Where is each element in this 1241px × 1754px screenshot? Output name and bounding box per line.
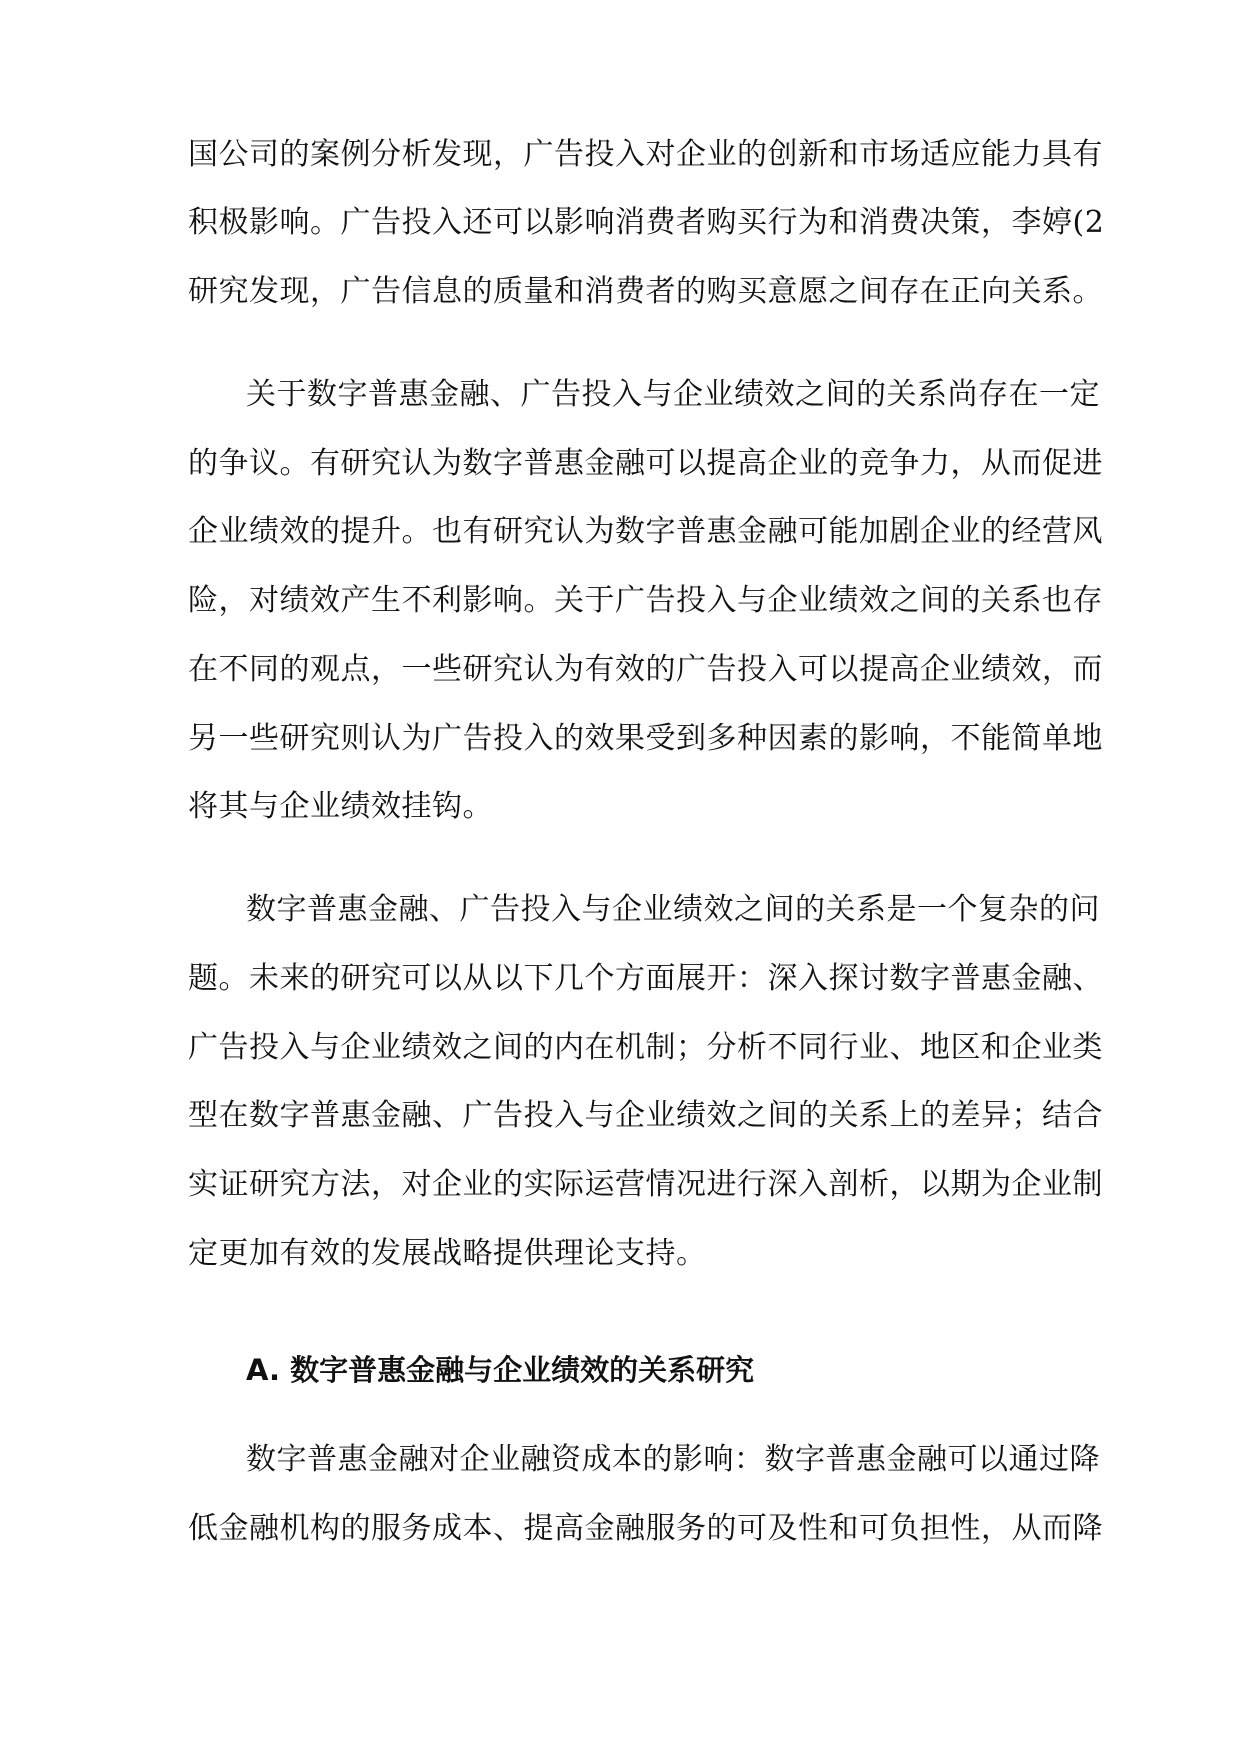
paragraph-line: 定更加有效的发展战略提供理论支持。 [188, 1236, 707, 1271]
paragraph-line: 关于数字普惠金融、广告投入与企业绩效之间的关系尚存在一定 [246, 377, 1100, 412]
paragraph-line: 国公司的案例分析发现，广告投入对企业的创新和市场适应能力具有 [188, 137, 1103, 172]
paragraph-line: 数字普惠金融、广告投入与企业绩效之间的关系是一个复杂的问 [246, 892, 1100, 927]
paragraph-line: 广告投入与企业绩效之间的内在机制；分析不同行业、地区和企业类 [188, 1030, 1103, 1065]
paragraph-line: 实证研究方法，对企业的实际运营情况进行深入剖析，以期为企业制 [188, 1167, 1103, 1202]
paragraph-line: 将其与企业绩效挂钩。 [188, 789, 493, 824]
paragraph-line: 研究发现，广告信息的质量和消费者的购买意愿之间存在正向关系。 [188, 274, 1103, 309]
paragraph-line: 型在数字普惠金融、广告投入与企业绩效之间的关系上的差异；结合 [188, 1098, 1103, 1133]
paragraph-line: 题。未来的研究可以从以下几个方面展开：深入探讨数字普惠金融、 [188, 961, 1103, 996]
paragraph-line: 险，对绩效产生不利影响。关于广告投入与企业绩效之间的关系也存 [188, 583, 1103, 618]
paragraph-line: 另一些研究则认为广告投入的效果受到多种因素的影响，不能简单地 [188, 721, 1103, 756]
paragraph-line: 的争议。有研究认为数字普惠金融可以提高企业的竞争力，从而促进 [188, 446, 1103, 481]
paragraph-line: 积极影响。广告投入还可以影响消费者购买行为和消费决策，李婷(2 [188, 205, 1105, 240]
section-heading: A. 数字普惠金融与企业绩效的关系研究 [246, 1353, 755, 1387]
paragraph-line: 企业绩效的提升。也有研究认为数字普惠金融可能加剧企业的经营风 [188, 514, 1103, 549]
paragraph-line: 低金融机构的服务成本、提高金融服务的可及性和可负担性，从而降 [188, 1511, 1103, 1546]
paragraph-line: 在不同的观点，一些研究认为有效的广告投入可以提高企业绩效，而 [188, 652, 1103, 687]
paragraph-line: 数字普惠金融对企业融资成本的影响：数字普惠金融可以通过降 [246, 1442, 1100, 1477]
